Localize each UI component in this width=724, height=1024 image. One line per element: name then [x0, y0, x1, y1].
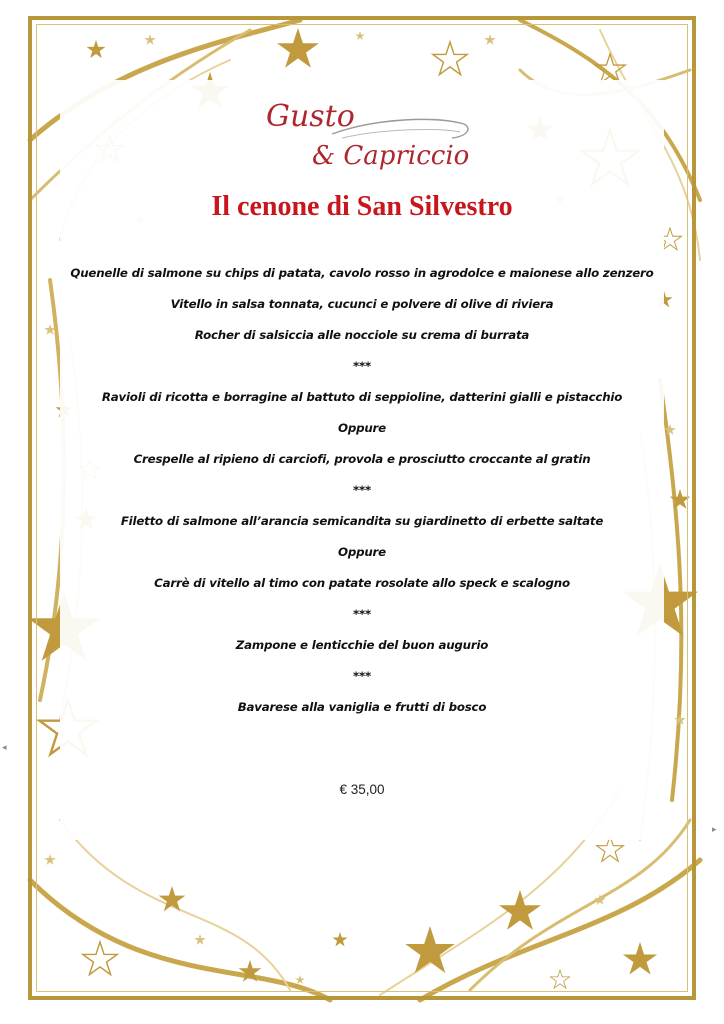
course-separator: *** [353, 483, 371, 497]
gusto-capriccio-logo [246, 88, 478, 180]
menu-item: Filetto di salmone all’arancia semicandita su giardinetto di erbette saltate [120, 514, 604, 528]
menu-price: € 35,00 [339, 782, 385, 797]
course-separator: *** [353, 359, 371, 373]
menu-item: Zampone e lenticchie del buon augurio [235, 638, 489, 652]
menu-item: Bavarese alla vaniglia e frutti di bosco [237, 700, 487, 714]
edge-marker-left: ◂ [2, 742, 7, 752]
page-title: Il cenone di San Silvestro [211, 191, 513, 222]
course-separator: *** [353, 669, 371, 683]
menu-list [60, 258, 664, 723]
menu-alternative: Oppure [338, 421, 386, 435]
menu-item: Carrè di vitello al timo con patate rosolate allo speck e scalogno [154, 576, 570, 590]
menu-item: Crespelle al ripieno di carciofi, provola e prosciutto croccante al gratin [133, 452, 591, 466]
menu-item: Rocher di salsiccia alle nocciole su crema di burrata [194, 328, 530, 342]
menu-alternative: Oppure [338, 545, 386, 559]
edge-marker-right: ▸ [712, 824, 717, 834]
menu-item: Quenelle di salmone su chips di patata, cavolo rosso in agrodolce e maionese allo zenzero [70, 266, 654, 280]
menu-item: Ravioli di ricotta e borragine al battuto di seppioline, datterini gialli e pistacchio [101, 390, 623, 404]
course-separator: *** [353, 607, 371, 621]
logo-line-1: Gusto [266, 99, 355, 134]
menu-item: Vitello in salsa tonnata, cucunci e polvere di olive di riviera [170, 297, 554, 311]
logo-line-2: & Capriccio [312, 141, 470, 171]
